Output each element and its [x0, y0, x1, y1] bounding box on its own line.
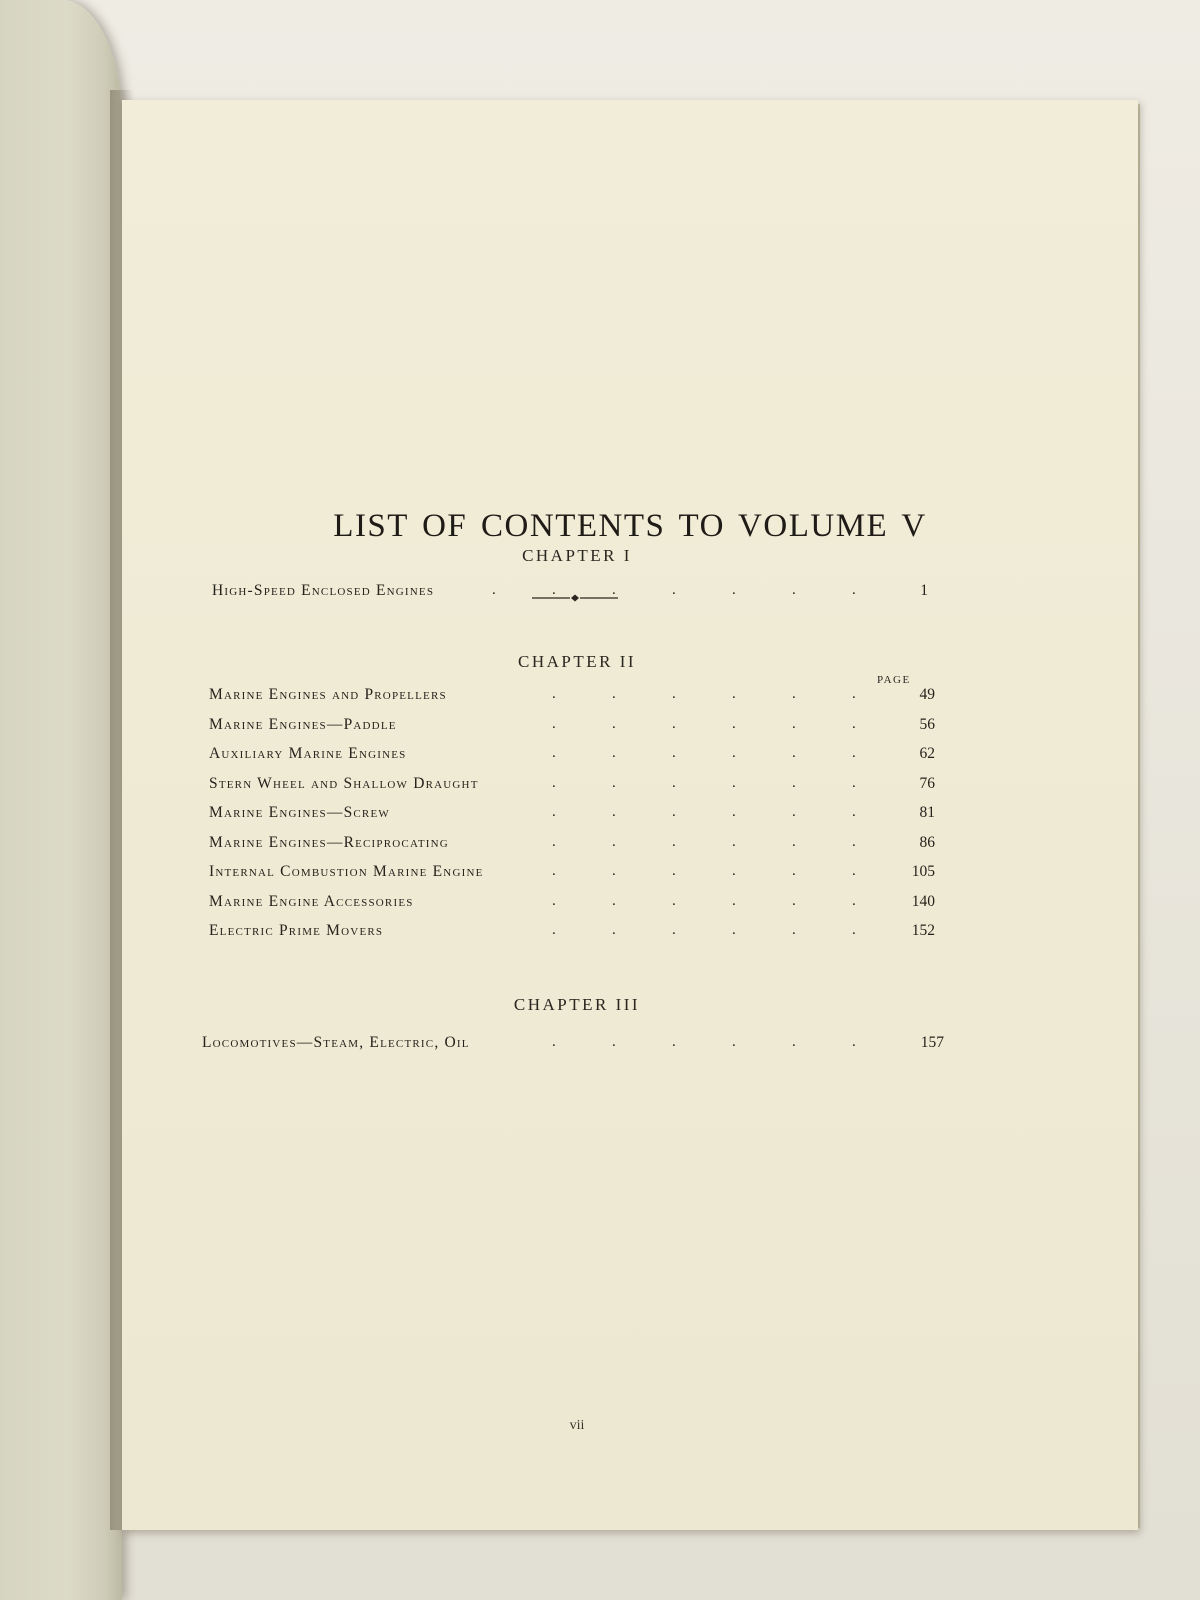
- leader-dot: .: [852, 686, 856, 702]
- leader-dot: .: [612, 582, 616, 598]
- leader-dot: .: [732, 892, 736, 909]
- leader-dot: .: [852, 804, 856, 820]
- entry-page-number: 49: [919, 686, 935, 703]
- leader-dot: .: [672, 863, 676, 879]
- leader-dot: .: [552, 686, 556, 702]
- contents-entry: [209, 893, 949, 915]
- leader-dot: .: [732, 745, 736, 761]
- leader-dot: .: [792, 582, 796, 598]
- leader-dot: .: [612, 892, 616, 909]
- leader-dot: .: [672, 922, 676, 938]
- leader-dot: .: [792, 715, 796, 732]
- entry-page-number: 105: [911, 863, 935, 880]
- leader-dot: .: [672, 892, 676, 909]
- leader-dot: .: [612, 745, 616, 761]
- leader-dot: .: [792, 892, 796, 909]
- page-folio: vii: [569, 1418, 585, 1433]
- leader-dot: .: [792, 774, 796, 791]
- leader-dot: .: [852, 1034, 856, 1050]
- chapter-heading-2: CHAPTER II: [517, 652, 637, 671]
- leader-dot: .: [732, 1034, 736, 1050]
- leader-dot: .: [732, 833, 736, 850]
- leader-dot: .: [672, 715, 676, 732]
- contents-entry: [209, 716, 949, 738]
- page-column-label: PAGE: [877, 674, 911, 686]
- leader-dot: .: [792, 833, 796, 850]
- entry-title: Marine Engines—Reciprocating: [209, 833, 449, 851]
- entry-title: High-Speed Enclosed Engines: [212, 582, 435, 599]
- entry-title: Electric Prime Movers: [209, 922, 384, 939]
- entry-page-number: 76: [919, 774, 935, 792]
- leader-dot: .: [612, 833, 616, 850]
- leader-dot: .: [612, 1034, 616, 1050]
- entry-title: Locomotives—Steam, Electric, Oil: [202, 1034, 470, 1051]
- leader-dot: .: [552, 863, 556, 879]
- leader-dot: .: [732, 686, 736, 702]
- leader-dot: .: [852, 745, 856, 761]
- leader-dot: .: [552, 1034, 556, 1050]
- chapter-heading-3: CHAPTER III: [513, 995, 641, 1014]
- leader-dot: .: [792, 804, 796, 820]
- contents-entry: [209, 745, 949, 767]
- leader-dot: .: [612, 922, 616, 938]
- entry-title: Stern Wheel and Shallow Draught: [209, 774, 479, 792]
- contents-entry: [209, 922, 949, 944]
- leader-dot: .: [552, 892, 556, 909]
- leader-dot: .: [732, 582, 736, 598]
- leader-dot: .: [552, 922, 556, 938]
- leader-dot: .: [852, 833, 856, 850]
- contents-entry: [209, 804, 949, 826]
- leader-dot: .: [852, 774, 856, 791]
- leader-dot: .: [552, 582, 556, 598]
- leader-dot: .: [672, 833, 676, 850]
- entry-page-number: 1: [920, 582, 928, 599]
- leader-dot: .: [852, 582, 856, 598]
- leader-dot: .: [852, 892, 856, 909]
- contents-entry: [209, 863, 949, 885]
- facing-page: [0, 0, 122, 1600]
- leader-dot: .: [612, 863, 616, 879]
- leader-dot: .: [792, 863, 796, 879]
- leader-dot: .: [792, 745, 796, 761]
- entry-title: Marine Engines—Screw: [209, 804, 390, 821]
- entry-page-number: 152: [911, 922, 935, 939]
- entry-title: Marine Engines and Propellers: [209, 686, 447, 703]
- leader-dot: .: [672, 1034, 676, 1050]
- leader-dot: .: [612, 715, 616, 732]
- contents-entry: [212, 582, 942, 604]
- contents-page: [122, 100, 1138, 1530]
- entry-title: Marine Engine Accessories: [209, 892, 414, 910]
- leader-dot: .: [492, 582, 496, 598]
- entry-page-number: 157: [920, 1034, 944, 1051]
- leader-dot: .: [552, 715, 556, 732]
- contents-entry: [209, 686, 949, 708]
- leader-dot: .: [612, 804, 616, 820]
- leader-dot: .: [852, 863, 856, 879]
- leader-dot: .: [552, 774, 556, 791]
- contents-entry: [202, 1034, 952, 1056]
- leader-dot: .: [672, 804, 676, 820]
- leader-dot: .: [612, 686, 616, 702]
- leader-dot: .: [612, 774, 616, 791]
- leader-dot: .: [792, 1034, 796, 1050]
- leader-dot: .: [852, 922, 856, 938]
- chapter-heading-1: CHAPTER I: [522, 546, 632, 565]
- leader-dot: .: [552, 745, 556, 761]
- leader-dot: .: [732, 922, 736, 938]
- leader-dot: .: [552, 804, 556, 820]
- entry-page-number: 81: [919, 804, 935, 821]
- contents-entry: [209, 834, 949, 856]
- entry-page-number: 86: [919, 833, 935, 851]
- leader-dot: .: [672, 745, 676, 761]
- leader-dot: .: [552, 833, 556, 850]
- leader-dot: .: [792, 922, 796, 938]
- entry-title: Auxiliary Marine Engines: [209, 745, 407, 762]
- leader-dot: .: [732, 774, 736, 791]
- entry-title: Internal Combustion Marine Engine: [209, 863, 484, 880]
- entry-title: Marine Engines—Paddle: [209, 715, 397, 733]
- leader-dot: .: [732, 804, 736, 820]
- entry-page-number: 56: [919, 715, 935, 733]
- leader-dot: .: [732, 863, 736, 879]
- contents-entry: [209, 775, 949, 797]
- leader-dot: .: [672, 686, 676, 702]
- entry-page-number: 140: [911, 892, 935, 910]
- leader-dot: .: [672, 774, 676, 791]
- leader-dot: .: [732, 715, 736, 732]
- leader-dot: .: [792, 686, 796, 702]
- leader-dot: .: [852, 715, 856, 732]
- entry-page-number: 62: [919, 745, 935, 762]
- page-title: LIST OF CONTENTS TO VOLUME V: [333, 508, 927, 544]
- leader-dot: .: [672, 582, 676, 598]
